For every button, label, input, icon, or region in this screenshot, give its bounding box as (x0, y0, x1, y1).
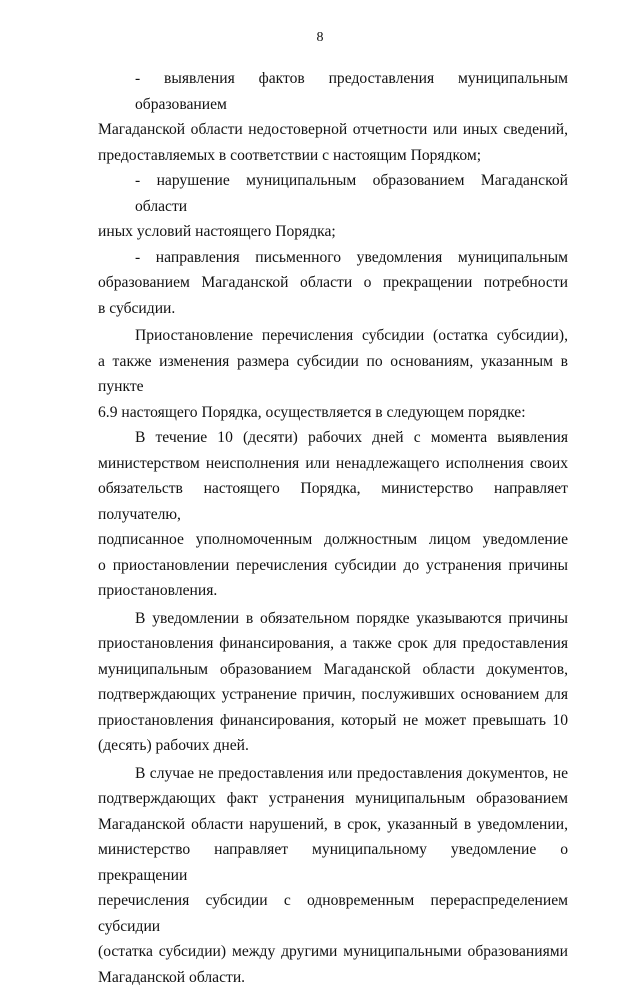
text-line: приостановления финансирования, который не может превышать 10 (98, 708, 568, 734)
document-body (98, 66, 568, 990)
text-line: (остатка субсидии) между другими муниципальными образованиями (98, 939, 568, 965)
text-line: подписанное уполномоченным должностным лицом уведомление (98, 527, 568, 553)
text-line: Магаданской области нарушений, в срок, указанный в уведомлении, (98, 812, 568, 838)
text-line: в субсидии. (98, 296, 568, 322)
text-word: письменного (255, 245, 341, 271)
text-line: подтверждающих устранение причин, послуживших основанием для (98, 682, 568, 708)
text-word: направления (156, 245, 240, 271)
text-line: иных условий настоящего Порядка; (98, 219, 568, 245)
text-line: подтверждающих факт устранения муниципальным образованием (98, 786, 568, 812)
text-line: 6.9 настоящего Порядка, осуществляется в следующем порядке: (98, 400, 568, 426)
text-line: Магаданской области недостоверной отчетности или иных сведений, (98, 117, 568, 143)
text-line: министерством неисполнения или ненадлежащего исполнения своих (98, 451, 568, 477)
text-line: Магаданской области. (98, 965, 568, 990)
page-number: 8 (0, 30, 640, 46)
text-word: муниципальным (458, 245, 568, 271)
text-line-dash (98, 245, 568, 271)
text-word: - (135, 245, 140, 271)
text-line: (десять) рабочих дней. (98, 733, 568, 759)
text-line: - выявления фактов предоставления муниципальным образованием (98, 66, 568, 117)
text-line: Приостановление перечисления субсидии (остатка субсидии), (98, 323, 568, 349)
text-line: В случае не предоставления или предоставления документов, не (98, 761, 568, 787)
text-line: министерство направляет муниципальному уведомление о прекращении (98, 837, 568, 888)
text-line: приостановления. (98, 578, 568, 604)
text-line: а также изменения размера субсидии по основаниям, указанным в пункте (98, 349, 568, 400)
text-line: о приостановлении перечисления субсидии до устранения причины (98, 553, 568, 579)
text-line: В уведомлении в обязательном порядке указываются причины (98, 606, 568, 632)
text-line: приостановления финансирования, а также срок для предоставления (98, 631, 568, 657)
text-line: муниципальным образованием Магаданской области документов, (98, 657, 568, 683)
text-line: - нарушение муниципальным образованием Магаданской области (98, 168, 568, 219)
text-line: перечисления субсидии с одновременным перераспределением субсидии (98, 888, 568, 939)
text-line: предоставляемых в соответствии с настоящим Порядком; (98, 143, 568, 169)
text-line: образованием Магаданской области о прекращении потребности (98, 270, 568, 296)
text-line: обязательств настоящего Порядка, министерство направляет получателю, (98, 476, 568, 527)
text-line: В течение 10 (десяти) рабочих дней с момента выявления (98, 425, 568, 451)
text-word: уведомления (357, 245, 443, 271)
